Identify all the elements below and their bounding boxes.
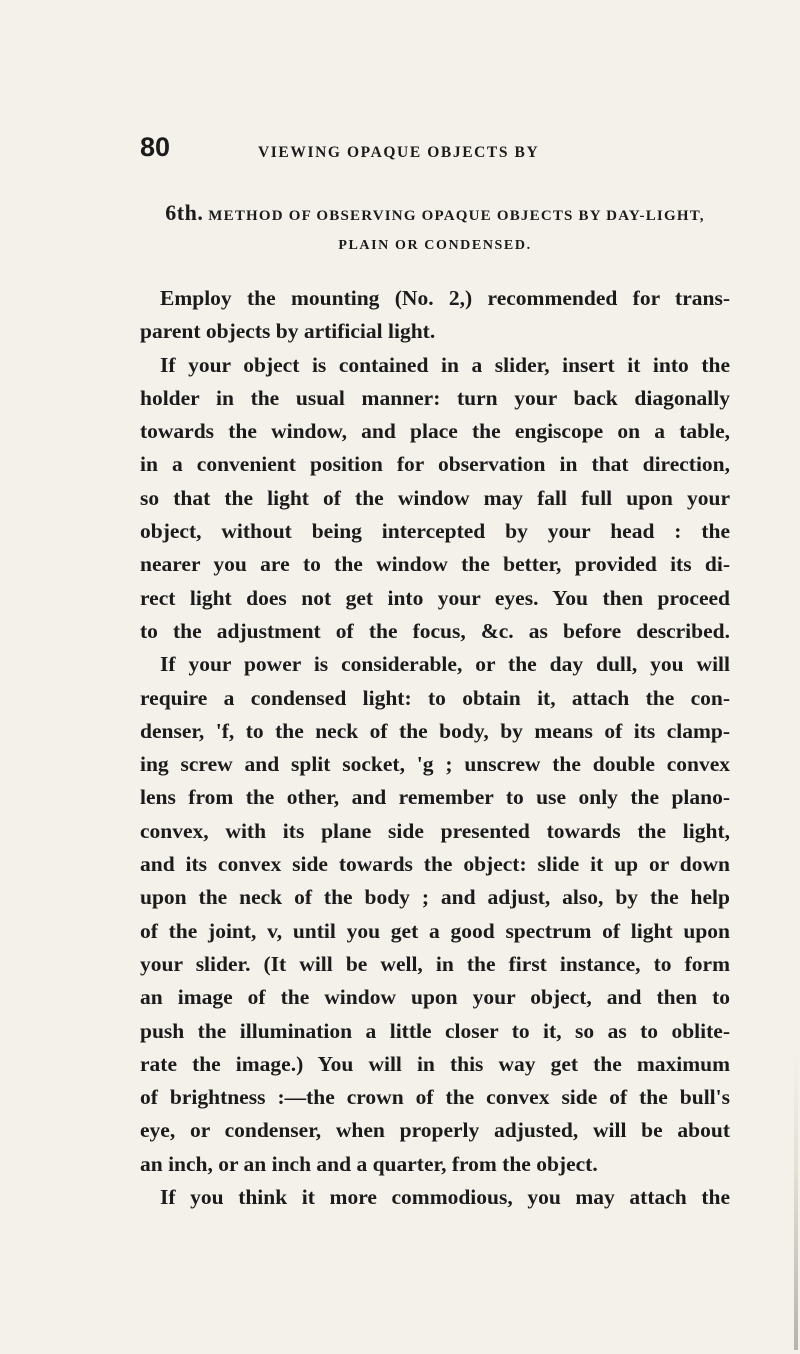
text-line: parent objects by artificial light. <box>140 319 436 344</box>
text-line: so that the light of the window may fall full upon your <box>140 485 730 510</box>
body-text <box>140 282 730 1214</box>
text-line: your slider. (It will be well, in the first instance, to form <box>140 951 730 976</box>
text-line: If your object is contained in a slider, insert it into the <box>160 352 730 377</box>
text-line: object, without being intercepted by your head : the <box>140 519 730 544</box>
text-line: to the adjustment of the focus, &c. as before described. <box>140 618 730 643</box>
text-line: convex, with its plane side presented towards the light, <box>140 818 730 843</box>
text-line: nearer you are to the window the better, provided its di- <box>140 552 730 577</box>
section-ordinal: 6th. <box>165 200 204 225</box>
text-line: Employ the mounting (No. 2,) recommended for trans- <box>160 286 730 310</box>
text-line: of the joint, v, until you get a good spectrum of light upon <box>140 918 730 943</box>
text-line: rect light does not get into your eyes. You then proceed <box>140 585 730 610</box>
section-title-line2: PLAIN OR CONDENSED. <box>338 238 532 253</box>
text-line: towards the window, and place the engiscope on a table, <box>140 419 730 444</box>
page-edge-shadow <box>794 1050 798 1350</box>
text-line: holder in the usual manner: turn your back diagonally <box>140 385 730 410</box>
text-line: in a convenient position for observation in that direction, <box>140 452 730 477</box>
text-line: ing screw and split socket, 'g ; unscrew the double convex <box>140 752 730 777</box>
section-heading-line1 <box>140 200 730 226</box>
text-line: an image of the window upon your object, and then to <box>140 985 730 1010</box>
text-line: rate the image.) You will in this way get the maximum <box>140 1051 730 1076</box>
text-line: upon the neck of the body ; and adjust, also, by the help <box>140 885 730 910</box>
page-number: 80 <box>140 132 171 162</box>
text-line: lens from the other, and remember to use only the plano- <box>140 785 730 810</box>
text-line: push the illumination a little closer to it, so as to oblite- <box>140 1018 730 1043</box>
running-title: VIEWING OPAQUE OBJECTS BY <box>258 144 540 161</box>
text-line: an inch, or an inch and a quarter, from the object. <box>140 1151 598 1176</box>
text-line: eye, or condenser, when properly adjusted, will be about <box>140 1118 730 1143</box>
text-line: of brightness :—the crown of the convex side of the bull's <box>140 1085 730 1110</box>
text-line: and its convex side towards the object: slide it up or down <box>140 852 730 877</box>
section-heading <box>140 200 730 254</box>
text-line: If you think it more commodious, you may attach the <box>160 1185 730 1210</box>
text-line: denser, 'f, to the neck of the body, by means of its clamp- <box>140 718 730 743</box>
section-title-line1: METHOD OF OBSERVING OPAQUE OBJECTS BY DAY-LIGHT, <box>208 208 705 224</box>
text-line: If your power is considerable, or the day dull, you will <box>160 652 730 677</box>
running-head <box>140 132 710 168</box>
text-line: require a condensed light: to obtain it, attach the con- <box>140 685 730 710</box>
